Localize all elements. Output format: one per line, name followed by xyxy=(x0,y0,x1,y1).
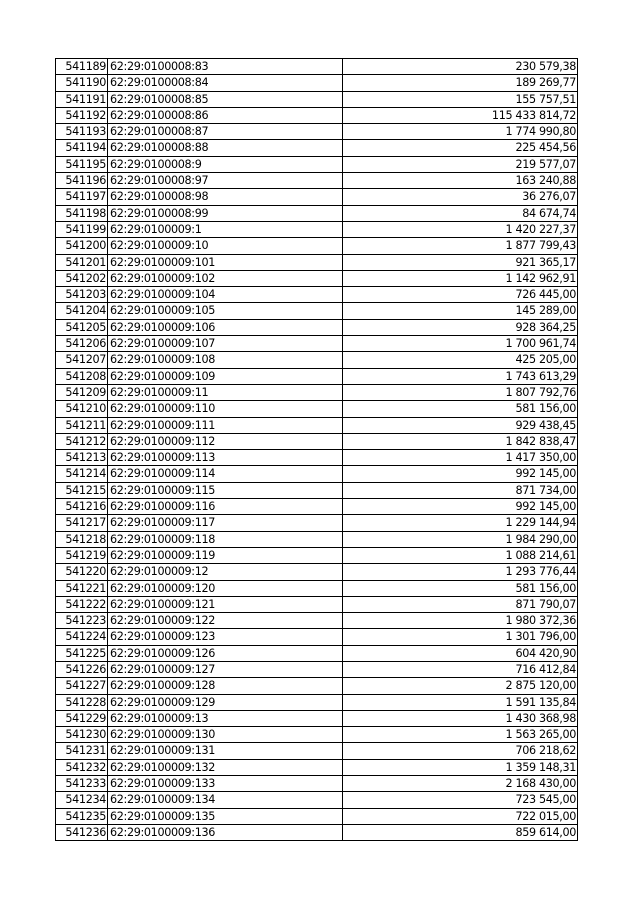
cadastral-number-cell: 62:29:0100009:109 xyxy=(108,368,343,384)
row-number-cell: 541234 xyxy=(56,792,108,808)
table-row xyxy=(56,270,578,286)
table-row xyxy=(56,287,578,303)
cadastral-number-cell: 62:29:0100009:134 xyxy=(108,792,343,808)
row-number-cell: 541232 xyxy=(56,759,108,775)
cadastral-number-cell: 62:29:0100009:126 xyxy=(108,645,343,661)
row-number-cell: 541226 xyxy=(56,661,108,677)
cadastral-number-cell: 62:29:0100009:128 xyxy=(108,678,343,694)
cadastral-value-table xyxy=(55,58,578,841)
table-row xyxy=(56,792,578,808)
cadastral-number-cell: 62:29:0100009:112 xyxy=(108,433,343,449)
row-number-cell: 541211 xyxy=(56,417,108,433)
cadastral-number-cell: 62:29:0100009:1 xyxy=(108,221,343,237)
table-row xyxy=(56,515,578,531)
table-row xyxy=(56,596,578,612)
table-row xyxy=(56,531,578,547)
row-number-cell: 541195 xyxy=(56,156,108,172)
table-row xyxy=(56,107,578,123)
table-row xyxy=(56,254,578,270)
cadastral-value-cell: 604 420,90 xyxy=(343,645,578,661)
table-row xyxy=(56,727,578,743)
row-number-cell: 541215 xyxy=(56,482,108,498)
cadastral-value-cell: 1 807 792,76 xyxy=(343,384,578,400)
row-number-cell: 541221 xyxy=(56,580,108,596)
row-number-cell: 541190 xyxy=(56,75,108,91)
table-row xyxy=(56,482,578,498)
row-number-cell: 541194 xyxy=(56,140,108,156)
row-number-cell: 541203 xyxy=(56,287,108,303)
row-number-cell: 541192 xyxy=(56,107,108,123)
cadastral-value-cell: 1 743 613,29 xyxy=(343,368,578,384)
cadastral-number-cell: 62:29:0100009:11 xyxy=(108,384,343,400)
cadastral-value-cell: 1 088 214,61 xyxy=(343,547,578,563)
row-number-cell: 541220 xyxy=(56,564,108,580)
row-number-cell: 541233 xyxy=(56,776,108,792)
cadastral-number-cell: 62:29:0100009:107 xyxy=(108,336,343,352)
row-number-cell: 541196 xyxy=(56,173,108,189)
table-row xyxy=(56,417,578,433)
row-number-cell: 541236 xyxy=(56,824,108,840)
cadastral-number-cell: 62:29:0100009:104 xyxy=(108,287,343,303)
cadastral-value-cell: 84 674,74 xyxy=(343,205,578,221)
cadastral-value-cell: 871 790,07 xyxy=(343,596,578,612)
cadastral-value-cell: 992 145,00 xyxy=(343,499,578,515)
row-number-cell: 541199 xyxy=(56,221,108,237)
cadastral-value-cell: 1 293 776,44 xyxy=(343,564,578,580)
row-number-cell: 541216 xyxy=(56,499,108,515)
row-number-cell: 541235 xyxy=(56,808,108,824)
cadastral-value-cell: 929 438,45 xyxy=(343,417,578,433)
cadastral-number-cell: 62:29:0100009:130 xyxy=(108,727,343,743)
row-number-cell: 541210 xyxy=(56,401,108,417)
cadastral-number-cell: 62:29:0100008:97 xyxy=(108,173,343,189)
row-number-cell: 541193 xyxy=(56,124,108,140)
row-number-cell: 541212 xyxy=(56,433,108,449)
table-row xyxy=(56,824,578,840)
cadastral-value-cell: 859 614,00 xyxy=(343,824,578,840)
cadastral-value-cell: 1 877 799,43 xyxy=(343,238,578,254)
table-row xyxy=(56,205,578,221)
cadastral-value-cell: 1 420 227,37 xyxy=(343,221,578,237)
table-row xyxy=(56,694,578,710)
table-row xyxy=(56,124,578,140)
row-number-cell: 541227 xyxy=(56,678,108,694)
row-number-cell: 541204 xyxy=(56,303,108,319)
cadastral-value-cell: 581 156,00 xyxy=(343,401,578,417)
cadastral-value-cell: 871 734,00 xyxy=(343,482,578,498)
cadastral-value-cell: 1 142 962,91 xyxy=(343,270,578,286)
cadastral-number-cell: 62:29:0100009:115 xyxy=(108,482,343,498)
cadastral-number-cell: 62:29:0100009:116 xyxy=(108,499,343,515)
cadastral-number-cell: 62:29:0100008:99 xyxy=(108,205,343,221)
table-row xyxy=(56,59,578,75)
cadastral-number-cell: 62:29:0100009:108 xyxy=(108,352,343,368)
cadastral-value-cell: 1 359 148,31 xyxy=(343,759,578,775)
row-number-cell: 541219 xyxy=(56,547,108,563)
cadastral-number-cell: 62:29:0100009:105 xyxy=(108,303,343,319)
row-number-cell: 541206 xyxy=(56,336,108,352)
cadastral-number-cell: 62:29:0100009:102 xyxy=(108,270,343,286)
row-number-cell: 541218 xyxy=(56,531,108,547)
table-row xyxy=(56,547,578,563)
cadastral-number-cell: 62:29:0100009:106 xyxy=(108,319,343,335)
table-row xyxy=(56,759,578,775)
cadastral-number-cell: 62:29:0100009:113 xyxy=(108,450,343,466)
table-row xyxy=(56,661,578,677)
table-row xyxy=(56,238,578,254)
row-number-cell: 541223 xyxy=(56,613,108,629)
cadastral-value-cell: 2 168 430,00 xyxy=(343,776,578,792)
cadastral-value-cell: 225 454,56 xyxy=(343,140,578,156)
row-number-cell: 541217 xyxy=(56,515,108,531)
cadastral-number-cell: 62:29:0100009:13 xyxy=(108,710,343,726)
table-row xyxy=(56,776,578,792)
cadastral-value-cell: 1 430 368,98 xyxy=(343,710,578,726)
cadastral-number-cell: 62:29:0100009:101 xyxy=(108,254,343,270)
cadastral-value-cell: 155 757,51 xyxy=(343,91,578,107)
table-row xyxy=(56,384,578,400)
row-number-cell: 541230 xyxy=(56,727,108,743)
row-number-cell: 541214 xyxy=(56,466,108,482)
cadastral-value-cell: 1 842 838,47 xyxy=(343,433,578,449)
table-row xyxy=(56,433,578,449)
cadastral-value-cell: 425 205,00 xyxy=(343,352,578,368)
table-row xyxy=(56,629,578,645)
row-number-cell: 541213 xyxy=(56,450,108,466)
cadastral-number-cell: 62:29:0100009:120 xyxy=(108,580,343,596)
table-row xyxy=(56,221,578,237)
table-row xyxy=(56,580,578,596)
row-number-cell: 541231 xyxy=(56,743,108,759)
row-number-cell: 541225 xyxy=(56,645,108,661)
cadastral-value-cell: 726 445,00 xyxy=(343,287,578,303)
cadastral-number-cell: 62:29:0100009:118 xyxy=(108,531,343,547)
table-row xyxy=(56,401,578,417)
cadastral-value-cell: 115 433 814,72 xyxy=(343,107,578,123)
cadastral-number-cell: 62:29:0100008:88 xyxy=(108,140,343,156)
table-row xyxy=(56,173,578,189)
cadastral-value-cell: 1 301 796,00 xyxy=(343,629,578,645)
cadastral-value-cell: 1 984 290,00 xyxy=(343,531,578,547)
cadastral-value-cell: 1 700 961,74 xyxy=(343,336,578,352)
cadastral-value-cell: 36 276,07 xyxy=(343,189,578,205)
table-row xyxy=(56,808,578,824)
table-row xyxy=(56,336,578,352)
cadastral-number-cell: 62:29:0100009:111 xyxy=(108,417,343,433)
cadastral-number-cell: 62:29:0100009:122 xyxy=(108,613,343,629)
table-row xyxy=(56,140,578,156)
table-row xyxy=(56,499,578,515)
row-number-cell: 541189 xyxy=(56,59,108,75)
table-row xyxy=(56,189,578,205)
cadastral-value-cell: 1 229 144,94 xyxy=(343,515,578,531)
cadastral-value-cell: 921 365,17 xyxy=(343,254,578,270)
cadastral-number-cell: 62:29:0100009:127 xyxy=(108,661,343,677)
row-number-cell: 541191 xyxy=(56,91,108,107)
cadastral-number-cell: 62:29:0100008:87 xyxy=(108,124,343,140)
cadastral-value-cell: 1 980 372,36 xyxy=(343,613,578,629)
cadastral-value-cell: 723 545,00 xyxy=(343,792,578,808)
table-row xyxy=(56,710,578,726)
cadastral-value-cell: 163 240,88 xyxy=(343,173,578,189)
cadastral-number-cell: 62:29:0100009:136 xyxy=(108,824,343,840)
cadastral-number-cell: 62:29:0100009:110 xyxy=(108,401,343,417)
cadastral-number-cell: 62:29:0100008:9 xyxy=(108,156,343,172)
table-row xyxy=(56,564,578,580)
cadastral-number-cell: 62:29:0100008:84 xyxy=(108,75,343,91)
cadastral-number-cell: 62:29:0100009:133 xyxy=(108,776,343,792)
table-row xyxy=(56,352,578,368)
row-number-cell: 541202 xyxy=(56,270,108,286)
cadastral-value-cell: 145 289,00 xyxy=(343,303,578,319)
table-row xyxy=(56,75,578,91)
cadastral-value-cell: 581 156,00 xyxy=(343,580,578,596)
table-body xyxy=(56,59,578,841)
table-row xyxy=(56,91,578,107)
table-row xyxy=(56,319,578,335)
cadastral-value-cell: 1 417 350,00 xyxy=(343,450,578,466)
row-number-cell: 541224 xyxy=(56,629,108,645)
cadastral-value-cell: 722 015,00 xyxy=(343,808,578,824)
cadastral-value-cell: 2 875 120,00 xyxy=(343,678,578,694)
cadastral-value-cell: 706 218,62 xyxy=(343,743,578,759)
row-number-cell: 541208 xyxy=(56,368,108,384)
table-row xyxy=(56,368,578,384)
cadastral-value-cell: 928 364,25 xyxy=(343,319,578,335)
cadastral-value-cell: 230 579,38 xyxy=(343,59,578,75)
cadastral-number-cell: 62:29:0100009:132 xyxy=(108,759,343,775)
table-row xyxy=(56,743,578,759)
table-row xyxy=(56,303,578,319)
cadastral-value-cell: 219 577,07 xyxy=(343,156,578,172)
cadastral-value-cell: 716 412,84 xyxy=(343,661,578,677)
cadastral-number-cell: 62:29:0100008:85 xyxy=(108,91,343,107)
table-row xyxy=(56,156,578,172)
table-row xyxy=(56,450,578,466)
cadastral-number-cell: 62:29:0100008:98 xyxy=(108,189,343,205)
row-number-cell: 541201 xyxy=(56,254,108,270)
cadastral-value-cell: 992 145,00 xyxy=(343,466,578,482)
row-number-cell: 541222 xyxy=(56,596,108,612)
row-number-cell: 541229 xyxy=(56,710,108,726)
cadastral-value-cell: 1 774 990,80 xyxy=(343,124,578,140)
table-row xyxy=(56,613,578,629)
cadastral-number-cell: 62:29:0100009:10 xyxy=(108,238,343,254)
row-number-cell: 541200 xyxy=(56,238,108,254)
cadastral-number-cell: 62:29:0100009:121 xyxy=(108,596,343,612)
row-number-cell: 541197 xyxy=(56,189,108,205)
row-number-cell: 541198 xyxy=(56,205,108,221)
cadastral-number-cell: 62:29:0100009:123 xyxy=(108,629,343,645)
cadastral-number-cell: 62:29:0100009:129 xyxy=(108,694,343,710)
row-number-cell: 541207 xyxy=(56,352,108,368)
cadastral-number-cell: 62:29:0100009:12 xyxy=(108,564,343,580)
row-number-cell: 541209 xyxy=(56,384,108,400)
cadastral-number-cell: 62:29:0100009:119 xyxy=(108,547,343,563)
cadastral-number-cell: 62:29:0100009:117 xyxy=(108,515,343,531)
cadastral-number-cell: 62:29:0100009:131 xyxy=(108,743,343,759)
cadastral-number-cell: 62:29:0100008:83 xyxy=(108,59,343,75)
table-row xyxy=(56,678,578,694)
table-row xyxy=(56,466,578,482)
cadastral-number-cell: 62:29:0100009:114 xyxy=(108,466,343,482)
table-row xyxy=(56,645,578,661)
cadastral-value-cell: 1 563 265,00 xyxy=(343,727,578,743)
cadastral-number-cell: 62:29:0100008:86 xyxy=(108,107,343,123)
row-number-cell: 541228 xyxy=(56,694,108,710)
cadastral-value-cell: 1 591 135,84 xyxy=(343,694,578,710)
cadastral-number-cell: 62:29:0100009:135 xyxy=(108,808,343,824)
cadastral-value-cell: 189 269,77 xyxy=(343,75,578,91)
row-number-cell: 541205 xyxy=(56,319,108,335)
